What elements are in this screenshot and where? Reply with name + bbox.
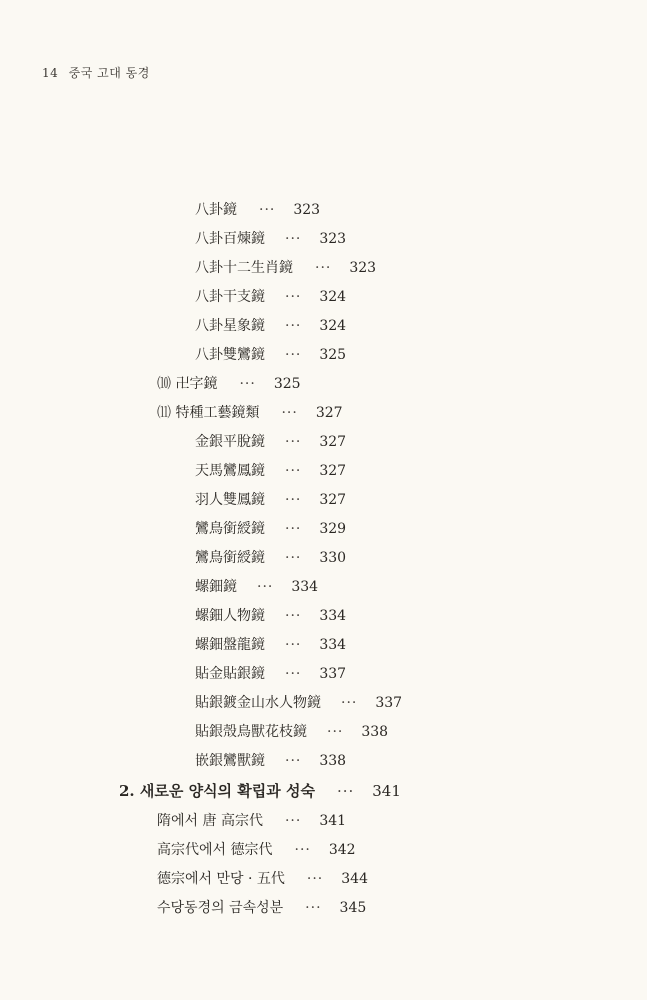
toc-entry	[195, 228, 346, 248]
toc-entry	[157, 897, 366, 917]
toc-page-number: 323	[293, 202, 321, 218]
toc-page-number: 345	[339, 900, 367, 916]
toc-page-number: 329	[319, 521, 347, 537]
toc-page-number: 327	[319, 492, 347, 508]
toc-entry-title: 鸞鳥銜綬鏡	[195, 521, 265, 537]
toc-entry-title: 德宗에서 만당 · 五代	[157, 871, 285, 887]
toc-entry-title: ⑾ 特種工藝鏡類	[157, 405, 260, 421]
toc-leader: ···	[285, 753, 302, 769]
toc-leader: ···	[285, 434, 302, 450]
toc-page-number: 323	[349, 260, 377, 276]
toc-entry	[195, 431, 346, 451]
toc-page-number: 341	[372, 782, 401, 800]
toc-leader: ···	[285, 666, 302, 682]
toc-entry	[195, 750, 346, 770]
toc-leader: ···	[285, 492, 302, 508]
toc-entry	[157, 810, 346, 830]
toc-section-entry	[119, 780, 401, 801]
toc-entry-title: 八卦十二生肖鏡	[195, 260, 293, 276]
toc-entry-title: 羽人雙鳳鏡	[195, 492, 265, 508]
book-title: 중국 고대 동경	[68, 66, 150, 80]
toc-leader: ···	[336, 782, 355, 800]
toc-entry	[195, 286, 346, 306]
toc-entry-title: 八卦星象鏡	[195, 318, 265, 334]
toc-entry	[195, 605, 346, 625]
toc-entry-title: 八卦百煉鏡	[195, 231, 265, 247]
toc-page-number: 324	[319, 318, 347, 334]
toc-page-number: 334	[291, 579, 319, 595]
toc-leader: ···	[285, 289, 302, 305]
toc-section-title: 2. 새로운 양식의 확립과 성숙	[119, 782, 315, 800]
toc-entry	[195, 518, 346, 538]
toc-leader: ···	[285, 347, 302, 363]
toc-entry-title: 수당동경의 금속성분	[157, 900, 284, 916]
toc-leader: ···	[281, 405, 298, 421]
toc-page-number: 334	[319, 608, 347, 624]
toc-leader: ···	[306, 871, 324, 887]
toc-leader: ···	[294, 842, 311, 858]
toc-entry-title: 八卦干支鏡	[195, 289, 265, 305]
toc-leader: ···	[285, 637, 302, 653]
toc-entry-title: 螺鈿鏡	[195, 579, 237, 595]
toc-page-number: 337	[319, 666, 347, 682]
toc-leader: ···	[285, 608, 302, 624]
toc-entry	[195, 199, 320, 219]
toc-entry-title: 天馬鸞鳳鏡	[195, 463, 265, 479]
toc-page-number: 323	[319, 231, 347, 247]
toc-leader: ···	[257, 579, 274, 595]
toc-leader: ···	[284, 813, 302, 829]
toc-page-number: 337	[375, 695, 403, 711]
toc-entry-title: 鸞鳥銜綬鏡	[195, 550, 265, 566]
toc-entry-title: 高宗代에서 德宗代	[157, 842, 273, 858]
toc-entry	[157, 839, 356, 859]
toc-leader: ···	[285, 550, 302, 566]
toc-page-number: 327	[319, 434, 347, 450]
toc-entry	[195, 257, 376, 277]
toc-entry-title: 八卦鏡	[195, 202, 237, 218]
toc-entry-title: 貼金貼銀鏡	[195, 666, 265, 682]
toc-leader: ···	[341, 695, 358, 711]
toc-page-number: 324	[319, 289, 347, 305]
toc-entry-title: 隋에서 唐 高宗代	[157, 813, 263, 829]
toc-entry	[195, 663, 346, 683]
toc-leader: ···	[315, 260, 332, 276]
toc-leader: ···	[305, 900, 322, 916]
toc-entry	[195, 692, 402, 712]
toc-leader: ···	[259, 202, 276, 218]
toc-entry	[195, 460, 346, 480]
toc-entry	[157, 402, 343, 422]
toc-entry-title: 螺鈿人物鏡	[195, 608, 265, 624]
page-number: 14	[42, 66, 59, 80]
toc-entry-title: 八卦雙鸞鏡	[195, 347, 265, 363]
toc-page-number: 338	[361, 724, 389, 740]
toc-page-number: 341	[319, 813, 347, 829]
toc-leader: ···	[285, 463, 302, 479]
toc-entry	[195, 547, 346, 567]
toc-leader: ···	[285, 318, 302, 334]
toc-leader: ···	[285, 521, 302, 537]
toc-entry	[195, 344, 346, 364]
toc-entry-title: 螺鈿盤龍鏡	[195, 637, 265, 653]
toc-entry-title: 嵌銀鸞獸鏡	[195, 753, 265, 769]
toc-page-number: 334	[319, 637, 347, 653]
toc-page-number: 344	[341, 871, 368, 887]
toc-entry-title: 金銀平脫鏡	[195, 434, 265, 450]
toc-leader: ···	[285, 231, 302, 247]
toc-entry	[195, 315, 346, 335]
toc-entry	[195, 721, 388, 741]
toc-entry	[195, 576, 318, 596]
toc-entry	[157, 868, 368, 888]
toc-page-number: 330	[319, 550, 347, 566]
toc-page-number: 325	[273, 376, 301, 392]
toc-entry-title: ⑽ 卍字鏡	[157, 376, 218, 392]
toc-page-number: 325	[319, 347, 347, 363]
toc-page-number: 327	[319, 463, 347, 479]
toc-entry	[157, 373, 301, 393]
toc-page-number: 327	[315, 405, 343, 421]
toc-leader: ···	[327, 724, 344, 740]
toc-entry-title: 貼銀殼鳥獸花枝鏡	[195, 724, 307, 740]
toc-page-number: 338	[319, 753, 347, 769]
toc-leader: ···	[239, 376, 256, 392]
toc-entry	[195, 634, 346, 654]
toc-page-number: 342	[328, 842, 356, 858]
toc-entry	[195, 489, 346, 509]
toc-entry-title: 貼銀鍍金山水人物鏡	[195, 695, 321, 711]
